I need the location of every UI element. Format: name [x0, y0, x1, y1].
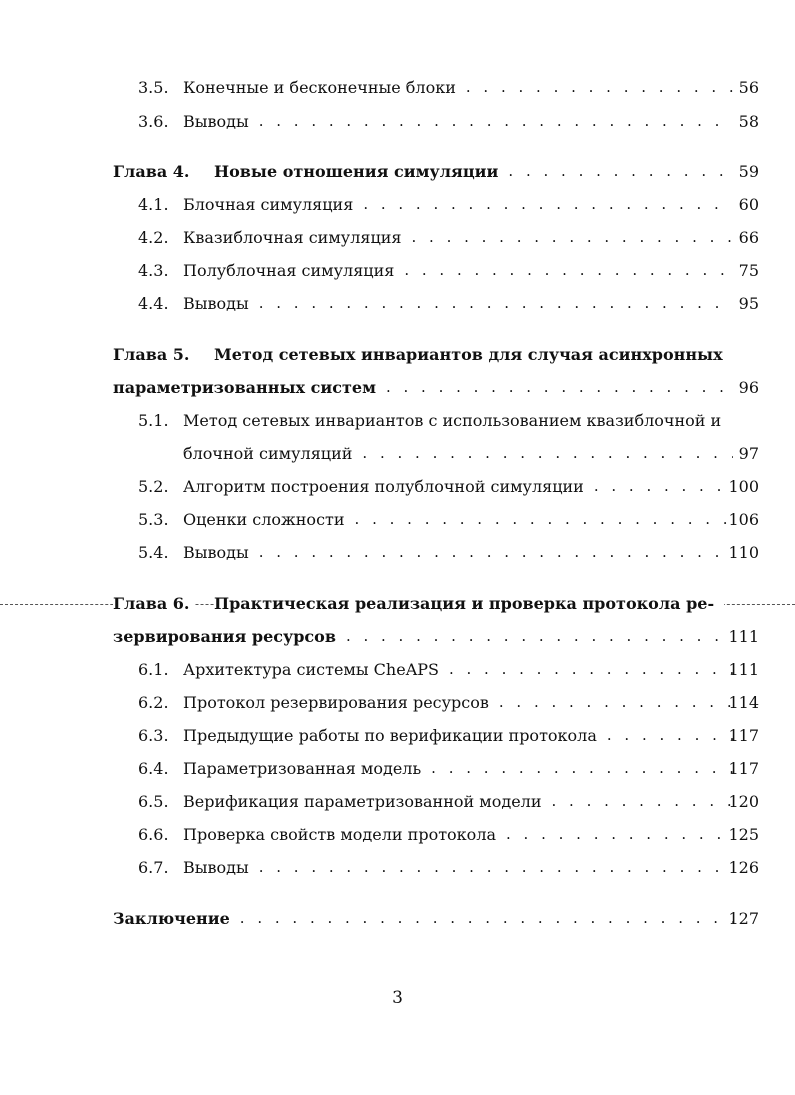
- dot-leader: [594, 472, 733, 500]
- toc-entry: [0, 689, 795, 717]
- page-ref: 127: [728, 909, 759, 928]
- toc-entry: [0, 290, 795, 318]
- dot-leader: [466, 73, 733, 101]
- page-ref: 60: [738, 195, 759, 214]
- toc-chapter: [0, 341, 795, 369]
- section-title: Предыдущие работы по верификации протокола: [183, 726, 597, 745]
- page-ref: 56: [738, 78, 759, 97]
- toc-entry: [0, 506, 795, 534]
- toc-entry: [0, 854, 795, 882]
- section-number: 5.2.: [138, 477, 169, 496]
- page-ref: 97: [738, 444, 759, 463]
- page-ref: 117: [728, 759, 759, 778]
- dot-leader: [508, 157, 733, 185]
- page-ref: 111: [728, 627, 759, 646]
- dot-leader: [552, 787, 734, 815]
- chapter-label: Глава 6.: [113, 590, 195, 618]
- section-number: 6.5.: [138, 792, 169, 811]
- toc-entry: [0, 108, 795, 136]
- chapter-title-line2: параметризованных систем: [113, 378, 376, 397]
- section-number: 4.4.: [138, 294, 169, 313]
- section-number: 6.1.: [138, 660, 169, 679]
- dot-leader: [259, 107, 733, 135]
- chapter-title: Новые отношения симуляции: [214, 162, 499, 181]
- section-number: 3.6.: [138, 112, 169, 131]
- page-ref: 106: [728, 510, 759, 529]
- toc-entry: [0, 407, 795, 435]
- section-number: 6.3.: [138, 726, 169, 745]
- section-number: 6.2.: [138, 693, 169, 712]
- dot-leader: [240, 904, 733, 932]
- dot-leader: [259, 538, 733, 566]
- section-title: Архитектура системы CheAPS: [183, 660, 439, 679]
- section-title: Параметризованная модель: [183, 759, 422, 778]
- toc-chapter-continued: [0, 623, 795, 651]
- page-ref: 100: [728, 477, 759, 496]
- page-ref: 110: [728, 543, 759, 562]
- page-ref: 96: [738, 378, 759, 397]
- section-title: Квазиблочная симуляция: [183, 228, 402, 247]
- section-number: 4.2.: [138, 228, 169, 247]
- chapter-label: Глава 5.: [113, 345, 190, 364]
- toc-chapter-continued: [0, 374, 795, 402]
- dot-leader: [404, 256, 733, 284]
- page-ref: 66: [738, 228, 759, 247]
- section-number: 6.4.: [138, 759, 169, 778]
- section-title: Блочная симуляция: [183, 195, 354, 214]
- toc-chapter: [0, 905, 795, 933]
- chapter-title-line2: зервирования ресурсов: [113, 627, 336, 646]
- conclusion-title: Заключение: [113, 909, 230, 928]
- dot-leader: [259, 853, 733, 881]
- toc-chapter: [0, 158, 795, 186]
- section-title: Выводы: [183, 112, 249, 131]
- dot-leader: [449, 655, 733, 683]
- dot-leader: [506, 820, 733, 848]
- page-number: 3: [392, 988, 403, 1008]
- section-title: Полублочная симуляция: [183, 261, 395, 280]
- dot-leader: [363, 190, 733, 218]
- section-title: Выводы: [183, 294, 249, 313]
- dot-leader: [499, 688, 733, 716]
- toc-entry: [0, 755, 795, 783]
- dot-leader: [386, 373, 733, 401]
- page-ref: 117: [728, 726, 759, 745]
- toc-entry: [0, 224, 795, 252]
- section-number: 4.3.: [138, 261, 169, 280]
- section-title: Верификация параметризованной модели: [183, 792, 542, 811]
- page-ref: 114: [728, 693, 759, 712]
- dot-leader: [259, 289, 733, 317]
- section-title-line1: Метод сетевых инвариантов с использованием квазиблочной и: [183, 411, 722, 430]
- section-number: 3.5.: [138, 78, 169, 97]
- page-ref: 59: [738, 162, 759, 181]
- section-title: Оценки сложности: [183, 510, 345, 529]
- section-title-line2: блочной симуляций: [183, 444, 353, 463]
- dot-leader: [412, 223, 734, 251]
- section-title: Конечные и бесконечные блоки: [183, 78, 456, 97]
- toc-entry: [0, 722, 795, 750]
- dot-leader: [346, 622, 733, 650]
- chapter-label: Глава 4.: [113, 162, 190, 181]
- chapter-title-line1: Метод сетевых инвариантов для случая асинхронных: [214, 345, 723, 364]
- page-ref: 125: [728, 825, 759, 844]
- section-title: Выводы: [183, 858, 249, 877]
- page-ref: 111: [728, 660, 759, 679]
- section-number: 5.1.: [138, 411, 169, 430]
- section-title: Алгоритм построения полублочной симуляции: [183, 477, 584, 496]
- section-number: 4.1.: [138, 195, 169, 214]
- page-ref: 126: [728, 858, 759, 877]
- page-ref: 75: [738, 261, 759, 280]
- dot-leader: [607, 721, 733, 749]
- page-ref: 58: [738, 112, 759, 131]
- section-number: 5.4.: [138, 543, 169, 562]
- section-number: 6.7.: [138, 858, 169, 877]
- section-title: Выводы: [183, 543, 249, 562]
- toc-entry: [0, 656, 795, 684]
- dot-leader: [431, 754, 733, 782]
- toc-entry: [0, 191, 795, 219]
- toc-entry-continued: [0, 440, 795, 468]
- toc-entry: [0, 74, 795, 102]
- section-number: 6.6.: [138, 825, 169, 844]
- section-number: 5.3.: [138, 510, 169, 529]
- toc-entry: [0, 257, 795, 285]
- toc-entry: [0, 473, 795, 501]
- page-ref: 120: [728, 792, 759, 811]
- page-ref: 95: [738, 294, 759, 313]
- dot-leader: [355, 505, 733, 533]
- section-title: Проверка свойств модели протокола: [183, 825, 497, 844]
- toc-entry: [0, 788, 795, 816]
- chapter-title-line1: Практическая реализация и проверка протокола ре-: [214, 590, 724, 618]
- toc-entry: [0, 821, 795, 849]
- dot-leader: [362, 439, 733, 467]
- toc-entry: [0, 539, 795, 567]
- section-title: Протокол резервирования ресурсов: [183, 693, 489, 712]
- toc-chapter: [0, 590, 795, 618]
